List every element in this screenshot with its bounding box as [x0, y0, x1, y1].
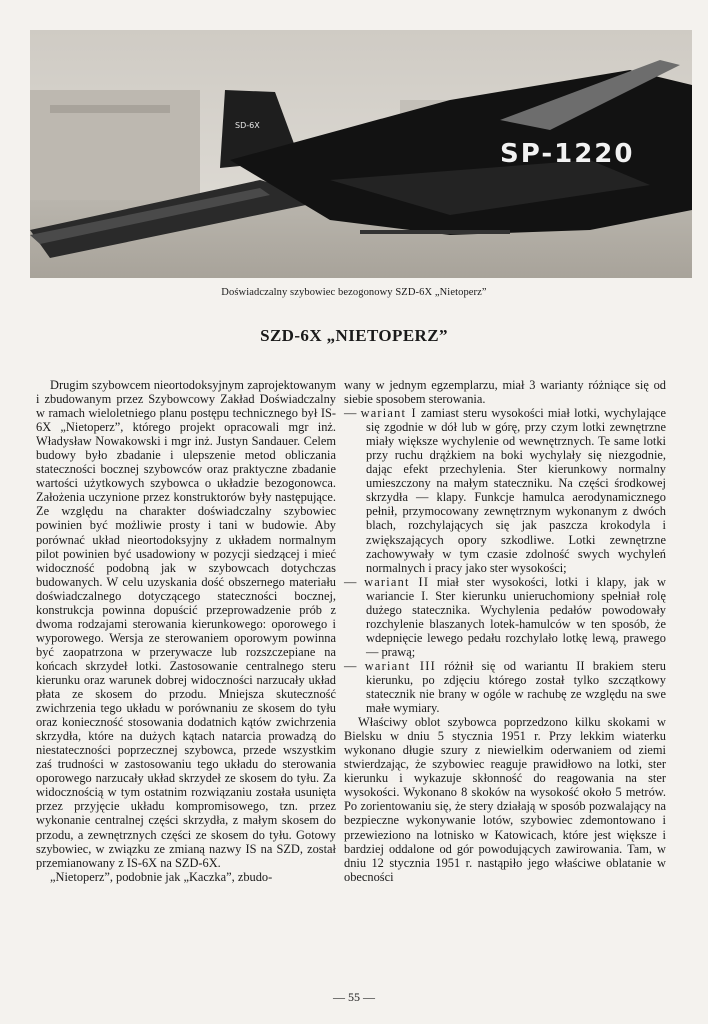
dash-2: —: [344, 574, 357, 589]
right-paragraph-2: Właściwy oblot szybowca poprzedzono kilku skokami w Bielsku w dniu 5 stycznia 1951 r. Przy lekkim wiaterku wykonano długie szury z niewielkim oderwaniem od ziemi stwierdzając, że szybowiec reaguje prawidłowo na lotki, ster kierunku i wykazuje skłonność do reagowania na ster wysokości. Wykonano 8 skoków na wysokość około 5 metrów. Po zorientowaniu się, że stery działają w sposób pozwalający na bezpieczne wykonywanie lotów, szybowiec zdemontowano i przewieziono na lotnisko w Katowicach, które jest większe i bardziej oddalone od gór powodujących zawirowania. Tam, w dniu 12 stycznia 1951 r. nastąpiło jego właściwe oblatanie w obecności: [344, 715, 666, 884]
glider-photo-drawing: [30, 30, 692, 278]
registration-marking: SP-1220: [500, 139, 635, 169]
variant-3-item: [344, 659, 666, 715]
variant-1-label: wariant I: [360, 406, 417, 421]
left-paragraph-1: Drugim szybowcem nieortodoksyjnym zaprojektowanym i zbudowanym przez Szybowcowy Zakład Doświadczalny w ramach wieloletniego planu postępu technicznego był IS-6X „Nietoperz”, którego projekt opracowali mgr inż. Władysław Nowakowski i mgr inż. Justyn Sandauer. Celem budowy było zbadanie i ulepszenie metod obliczania stateczności bocznej szybowców oraz praktyczne zbadanie wartości użytkowych szybowca o układzie bezogonowca. Założenia uczynione przez konstruktorów były następujące. Ze względu na charakter doświadczalny szybowiec powinien być możliwie prosty i tani w budowie. Aby porównać układ nieortodoksyjny z układem normalnym pilot powinien być usadowiony w pozycji siedzącej i mieć widoczność podobną jak w szybowcach dotychczas budowanych. W celu uzyskania dość obszernego materiału doświadczalnego dotyczącego stateczności bocznej, konstrukcja powinna dopuścić przeprowadzenie prób z dwoma rodzajami sterowania kierunkowego: oporowego i wyporowego. Wersja ze sterowaniem oporowym powinna być zaopatrzona w przerywacze lub rozszczepiane na końcach skrzydeł lotki. Zastosowanie centralnego steru kierunku oraz warunek dobrej widoczności narzucały układ płata ze skosem do przodu. Mniejsza skuteczność zwichrzenia tego układu w porównaniu ze skosem do tyłu oraz konieczność stosowania dodatnich kątów zwichrzenia skrzydła, które na dużych kątach natarcia prowadzą do niestateczności poprzecznej szybowca, przede wszystkim zaś trudności w zastosowaniu tego układu do sterowania oporowego narzucały układ skrzydeł ze skosem do tyłu. Za widocznością w tym ostatnim rozwiązaniu została usunięta przez przyjęcie układu kompromisowego, tzn. przez wykonanie centralnej części skrzydła, z małym skosem do przodu, a zewnętrznych części ze skosem do tyłu. Gotowy szybowiec, w związku ze zmianą nazwy IS na SZD, został przemianowany z IS-6X na SZD-6X.: [36, 378, 336, 870]
variant-1-item: [344, 406, 666, 575]
variant-2-label: wariant II: [364, 574, 430, 589]
left-paragraph-2: „Nietoperz”, podobnie jak „Kaczka”, zbudo-: [50, 869, 273, 884]
dash-1: —: [344, 406, 357, 421]
right-paragraph-1: wany w jednym egzemplarzu, miał 3 warianty różniące się od siebie sposobem sterowania.: [344, 378, 666, 407]
variant-2-item: [344, 575, 666, 659]
dash-3: —: [344, 658, 357, 673]
variant-2-text: miał ster wysokości, lotki i klapy, jak w wariancie I. Ster kierunku unieruchomiony spełniał rolę dużego statecznika. Wychylenia pedałów powodowały rozchylenie blaszanych lotek-hamulców w ten sposób, że wdepnięcie lewego pedału rozchylało lotkę lewą, prawego — prawą;: [366, 574, 666, 659]
variant-1-text: zamiast steru wysokości miał lotki, wychylające się zgodnie w dół lub w górę, przy czym lotki zewnętrzne miały większe wychylenie od wewnętrznych. Te same lotki przy ruchu drążkiem na boki wychylały się niezgodnie, dając efekt przechylenia. Ster kierunkowy normalny umieszczony na małym stateczniku. Na części środkowej skrzydła — klapy. Funkcje hamulca aerodynamicznego pełnił, przymocowany zewnętrznym wykonanym z dwóch blach, rozchylających się jak paszcza krokodyla i zwiększających opory szkodliwe. Lotki zewnętrzne zachowywały w tym czasie zdolność swych wychyleń normalnych i pracy jako ster wysokości;: [366, 406, 666, 575]
article-title: SZD-6X „NIETOPERZ”: [260, 326, 448, 345]
glider-photo: [30, 30, 692, 278]
left-column: [36, 378, 336, 884]
right-column: [344, 378, 666, 884]
page-number: — 55 —: [333, 990, 375, 1004]
photo-caption: Doświadczalny szybowiec bezogonowy SZD-6X „Nietoperz”: [221, 287, 487, 298]
variant-3-label: wariant III: [364, 658, 436, 673]
tail-marking: SD-6X: [235, 121, 260, 130]
variant-3-text: różnił się od wariantu II brakiem steru kierunku, po zdjęciu którego został tylko szczątkowy statecznik nie brany w ogóle w rachubę ze względu na swe małe wymiary.: [366, 658, 666, 716]
